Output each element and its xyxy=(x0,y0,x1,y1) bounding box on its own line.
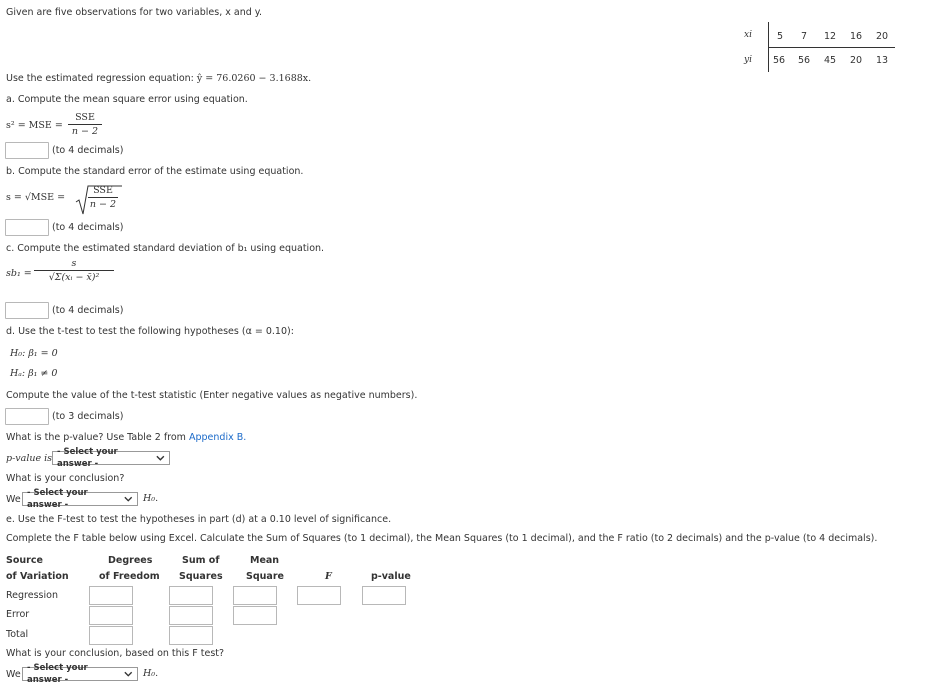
row-total-label: Total xyxy=(6,629,29,640)
y-value: 56 xyxy=(773,55,786,66)
f-pvalue-input[interactable] xyxy=(362,586,406,605)
table-divider-horizontal xyxy=(768,47,895,48)
header-degrees: Degrees xyxy=(108,555,153,566)
part-b-lhs: s = √MSE = xyxy=(6,192,66,203)
h0-label: H₀. xyxy=(143,493,159,504)
f-conclusion-select[interactable] xyxy=(22,663,138,685)
y-value: 56 xyxy=(798,55,811,66)
f-we-label: We xyxy=(6,669,21,680)
part-b-hint: (to 4 decimals) xyxy=(52,222,124,233)
chevron-down-icon xyxy=(124,669,133,679)
part-a-numerator: SSE xyxy=(75,112,95,123)
x-value: 5 xyxy=(777,31,784,42)
part-e-title: e. Use the F-test to test the hypotheses in part (d) at a 0.10 level of significance. xyxy=(6,514,392,525)
y-value: 13 xyxy=(876,55,889,66)
conclusion-select[interactable] xyxy=(22,488,138,510)
regression-equation: ŷ = 76.0260 − 3.1688x. xyxy=(196,73,312,84)
regression-prefix: Use the estimated regression equation: xyxy=(6,73,194,84)
y-row-label: yi xyxy=(744,55,752,65)
header-source: Source xyxy=(6,555,43,566)
sb1-input[interactable] xyxy=(5,302,49,319)
part-b-denominator: n − 2 xyxy=(89,199,117,210)
header-mean: Mean xyxy=(250,555,280,566)
we-label: We xyxy=(6,494,21,505)
total-df-input[interactable] xyxy=(89,626,133,645)
regression-ms-input[interactable] xyxy=(233,586,277,605)
mse-input[interactable] xyxy=(5,142,49,159)
intro-text: Given are five observations for two variables, x and y. xyxy=(6,7,263,18)
part-d-title: d. Use the t-test to test the following hypotheses (α = 0.10): xyxy=(6,326,294,337)
part-a-fraction xyxy=(68,112,102,137)
part-a-denominator: n − 2 xyxy=(71,126,99,137)
conclusion-question: What is your conclusion? xyxy=(6,473,125,484)
part-c-title: c. Compute the estimated standard deviation of b₁ using equation. xyxy=(6,243,325,254)
row-regression-label: Regression xyxy=(6,590,58,601)
part-d-compute: Compute the value of the t-test statistic (Enter negative values as negative numbers). xyxy=(6,390,418,401)
regression-ss-input[interactable] xyxy=(169,586,213,605)
part-c-hint: (to 4 decimals) xyxy=(52,305,124,316)
total-ss-input[interactable] xyxy=(169,626,213,645)
part-c-fraction xyxy=(34,258,114,283)
appendix-link[interactable]: Appendix B. xyxy=(188,432,247,443)
part-a-hint: (to 4 decimals) xyxy=(52,145,124,156)
header-variation: of Variation xyxy=(6,571,69,582)
part-d-hint: (to 3 decimals) xyxy=(52,411,124,422)
error-df-input[interactable] xyxy=(89,606,133,625)
part-b-numerator: SSE xyxy=(93,185,113,196)
f-ratio-input[interactable] xyxy=(297,586,341,605)
alt-hypothesis: Hₐ: β₁ ≠ 0 xyxy=(10,368,58,379)
f-h0-label: H₀. xyxy=(143,668,159,679)
y-value: 45 xyxy=(824,55,837,66)
error-ms-input[interactable] xyxy=(233,606,277,625)
error-ss-input[interactable] xyxy=(169,606,213,625)
part-b-title: b. Compute the standard error of the estimate using equation. xyxy=(6,166,304,177)
pvalue-select[interactable] xyxy=(52,447,170,469)
regression-df-input[interactable] xyxy=(89,586,133,605)
part-c-denominator: √Σ(xᵢ − x̄)² xyxy=(48,272,100,283)
pvalue-question xyxy=(6,432,246,443)
chevron-down-icon xyxy=(124,494,133,504)
y-value: 20 xyxy=(850,55,863,66)
header-f: F xyxy=(325,571,332,582)
header-square: Square xyxy=(246,571,284,582)
pvalue-select-label: - Select your answer - xyxy=(57,447,118,469)
conclusion-select-label: - Select your answer - xyxy=(27,488,88,510)
header-freedom: of Freedom xyxy=(99,571,160,582)
part-b-fraction xyxy=(88,185,118,210)
f-conclusion-question: What is your conclusion, based on this F test? xyxy=(6,648,225,659)
standard-error-input[interactable] xyxy=(5,219,49,236)
null-hypothesis: H₀: β₁ = 0 xyxy=(10,348,58,359)
f-conclusion-select-label: - Select your answer - xyxy=(27,663,88,685)
x-value: 12 xyxy=(824,31,837,42)
part-c-numerator: s xyxy=(71,258,77,269)
x-value: 7 xyxy=(801,31,808,42)
t-statistic-input[interactable] xyxy=(5,408,49,425)
chevron-down-icon xyxy=(156,453,165,463)
header-sum-of: Sum of xyxy=(182,555,220,566)
x-value: 16 xyxy=(850,31,863,42)
pvalue-question-text: What is the p-value? Use Table 2 from xyxy=(6,432,186,443)
pvalue-label: p-value is xyxy=(6,453,53,464)
header-pvalue: p-value xyxy=(371,571,411,582)
part-c-lhs: sb₁ = xyxy=(6,268,32,279)
header-squares: Squares xyxy=(179,571,223,582)
part-a-title: a. Compute the mean square error using equation. xyxy=(6,94,248,105)
part-e-instructions: Complete the F table below using Excel. Calculate the Sum of Squares (to 1 decimal), the Mean Squares (to 1 decimal), and the F ratio (to 2 decimals) and the p-value (to 4 decimals). xyxy=(6,533,878,544)
regression-line xyxy=(6,73,311,84)
x-value: 20 xyxy=(876,31,889,42)
x-row-label: xi xyxy=(744,30,752,40)
part-a-lhs: s² = MSE = xyxy=(6,120,63,131)
row-error-label: Error xyxy=(6,609,30,620)
